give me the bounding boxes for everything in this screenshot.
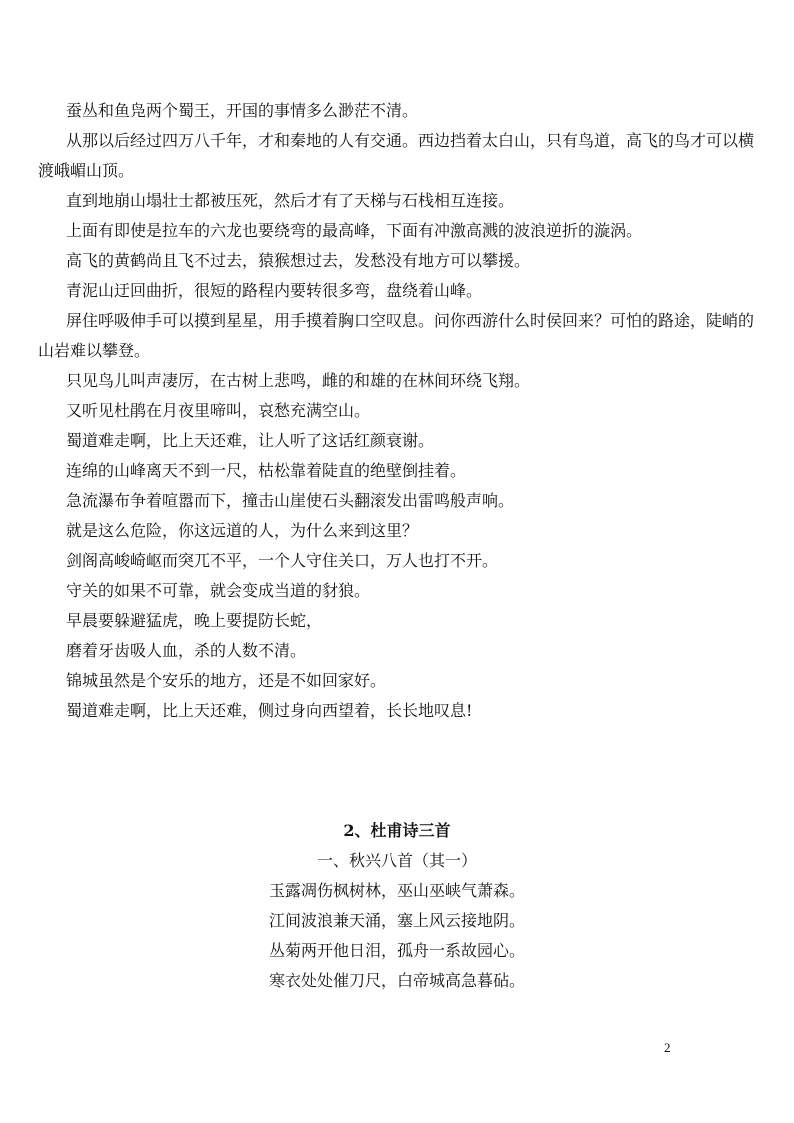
paragraph-16: 早晨要躲避猛虎，晚上要提防长蛇， (66, 611, 323, 630)
paragraph-15: 守关的如果不可靠，就会变成当道的豺狼。 (66, 581, 371, 600)
paragraph-13: 就是这么危险，你这远道的人，为什么来到这里？ (66, 521, 419, 540)
paragraph-4: 上面有即使是拉车的六龙也要绕弯的最高峰，下面有冲激高溅的波浪逆折的漩涡。 (66, 221, 643, 240)
poem-line-4: 寒衣处处催刀尺，白帝城高急暮砧。 (268, 971, 525, 990)
paragraph-8: 只见鸟儿叫声凄厉，在古树上悲鸣，雌的和雄的在林间环绕飞翔。 (66, 371, 531, 390)
poem-subtitle: 一、秋兴八首（其一） (316, 851, 477, 870)
paragraph-19: 蜀道难走啊，比上天还难，侧过身向西望着，长长地叹息! (66, 701, 473, 720)
paragraph-1: 蚕丛和鱼凫两个蜀王，开国的事情多么渺茫不清。 (66, 101, 419, 120)
paragraph-5: 高飞的黄鹤尚且飞不过去，猿猴想过去，发愁没有地方可以攀援。 (66, 251, 531, 270)
poem-line-2: 江间波浪兼天涌，塞上风云接地阴。 (268, 911, 525, 930)
page-number: 2 (664, 1040, 671, 1055)
paragraph-6: 青泥山迂回曲折，很短的路程内要转很多弯，盘绕着山峰。 (66, 281, 483, 300)
paragraph-14: 剑阁高峻崎岖而突兀不平，一个人守住关口，万人也打不开。 (66, 551, 499, 570)
paragraph-2: 从那以后经过四万八千年，才和秦地的人有交通。西边挡着太白山，只有鸟道，高飞的鸟才可以横渡峨嵋山顶。 (38, 131, 755, 180)
paragraph-10: 蜀道难走啊，比上天还难，让人听了这话红颜衰谢。 (66, 431, 435, 450)
paragraph-9: 又听见杜鹃在月夜里啼叫，哀愁充满空山。 (66, 401, 371, 420)
poem-line-3: 丛菊两开他日泪，孤舟一系故园心。 (268, 941, 525, 960)
paragraph-7: 屏住呼吸伸手可以摸到星星，用手摸着胸口空叹息。问你西游什么时侯回来？可怕的路途，陡峭的山岩难以攀登。 (38, 311, 755, 360)
paragraph-17: 磨着牙齿吸人血，杀的人数不清。 (66, 641, 307, 660)
paragraph-3: 直到地崩山塌壮士都被压死，然后才有了天梯与石栈相互连接。 (66, 191, 515, 210)
translation-prose (38, 96, 758, 726)
poem-section (0, 816, 794, 996)
poem-line-1: 玉露凋伤枫树林，巫山巫峡气萧森。 (268, 881, 525, 900)
section-title: 2、杜甫诗三首 (343, 821, 451, 840)
paragraph-18: 锦城虽然是个安乐的地方，还是不如回家好。 (66, 671, 387, 690)
paragraph-11: 连绵的山峰离天不到一尺，枯松靠着陡直的绝壁倒挂着。 (66, 461, 467, 480)
paragraph-12: 急流瀑布争着喧嚣而下，撞击山崖使石头翻滚发出雷鸣般声响。 (66, 491, 515, 510)
